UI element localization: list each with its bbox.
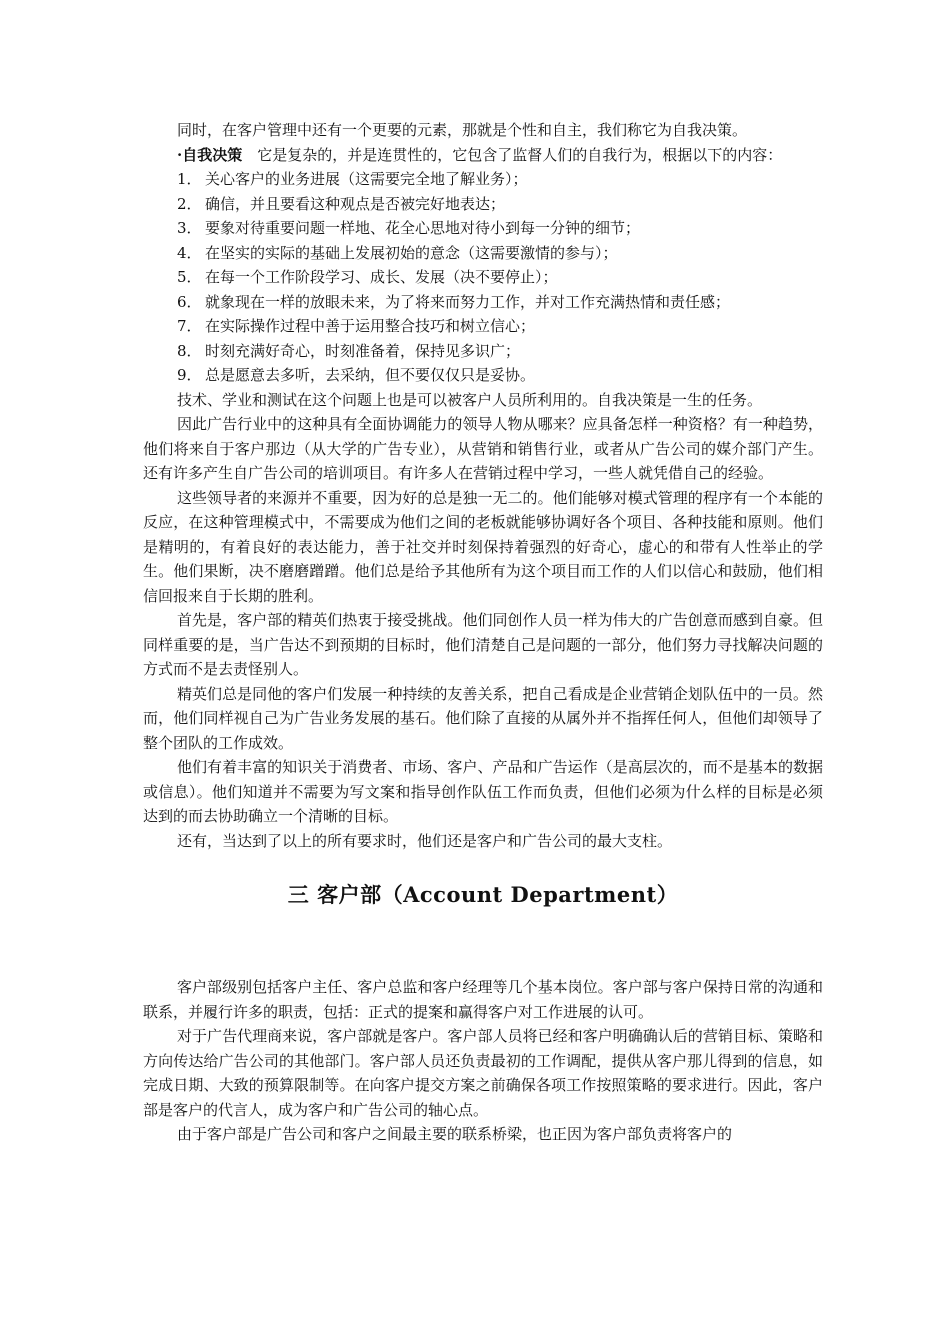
list-item xyxy=(143,290,823,315)
list-item xyxy=(143,216,823,241)
list-item xyxy=(143,192,823,217)
body-paragraph: 精英们总是同他的客户们发展一种持续的友善关系，把自己看成是企业营销企划队伍中的一员。然而，他们同样视自己为广告业务发展的基石。他们除了直接的从属外并不指挥任何人，但他们却领导了整个团队的工作成效。 xyxy=(143,684,823,752)
list-item xyxy=(143,265,823,290)
list-text: 在每一个工作阶段学习、成长、发展（决不要停止）； xyxy=(205,268,558,286)
list-number: 3． xyxy=(177,219,202,237)
numbered-list xyxy=(143,167,823,388)
body-paragraph: 因此广告行业中的这种具有全面协调能力的领导人物从哪来？应具备怎样一种资格？有一种趋势，他们将来自于客户那边（从大学的广告专业），从营销和销售行业，或者从广告公司的媒介部门产生。还有许多产生自广告公司的培训项目。有许多人在营销过程中学习，一些人就凭借自己的经验。 xyxy=(143,415,823,482)
body-paragraph: 首先是，客户部的精英们热衷于接受挑战。他们同创作人员一样为伟大的广告创意而感到自豪。但同样重要的是，当广告达不到预期的目标时，他们清楚自己是问题的一部分，他们努力寻找解决问题的方式而不是去责怪别人。 xyxy=(143,611,823,678)
section-paragraph: 由于客户部是广告公司和客户之间最主要的联系桥梁，也正因为客户部负责将客户的 xyxy=(177,1125,733,1143)
list-number: 6． xyxy=(177,292,202,311)
section-paragraph: 对于广告代理商来说，客户部就是客户。客户部人员将已经和客户明确确认后的营销目标、策略和方向传达给广告公司的其他部门。客户部人员还负责最初的工作调配，提供从客户那儿得到的信息，如完成日期、大致的预算限制等。在向客户提交方案之前确保各项工作按照策略的要求进行。因此，客户部是客户的代言人，成为客户和广告公司的轴心点。 xyxy=(143,1027,823,1119)
list-text: 在坚实的实际的基础上发展初始的意念（这需要激情的参与）； xyxy=(205,243,618,262)
list-item xyxy=(143,314,823,339)
list-item xyxy=(143,363,823,388)
section-heading: 三 客户部（Account Department） xyxy=(287,882,679,907)
body-paragraph: 还有，当达到了以上的所有要求时，他们还是客户和广告公司的最大支柱。 xyxy=(177,831,673,850)
list-number: 4． xyxy=(177,243,202,262)
document-page xyxy=(143,118,823,1147)
list-text: 总是愿意去多听，去采纳，但不要仅仅只是妥协。 xyxy=(205,366,536,384)
intro-paragraph: 同时，在客户管理中还有一个更要的元素，那就是个性和自主，我们称它为自我决策。 xyxy=(177,121,748,139)
self-decision-text: 它是复杂的，并是连贯性的，它包含了监督人们的自我行为，根据以下的内容： xyxy=(242,145,783,164)
self-decision-label: ·自我决策 xyxy=(177,145,243,164)
list-text: 要象对待重要问题一样地、花全心思地对待小到每一分钟的细节； xyxy=(205,219,641,237)
list-text: 就象现在一样的放眼未来，为了将来而努力工作，并对工作充满热情和责任感； xyxy=(205,292,731,311)
list-text: 确信，并且要看这种观点是否被完好地表达； xyxy=(205,194,506,213)
body-paragraph: 他们有着丰富的知识关于消费者、市场、客户、产品和广告运作（是高层次的，而不是基本的数据或信息）。他们知道并不需要为写文案和指导创作队伍工作而负责，但他们必须为什么样的目标是必须达到的而去协助确立一个清晰的目标。 xyxy=(143,758,823,825)
list-item xyxy=(143,241,823,266)
list-number: 1． xyxy=(177,170,202,188)
body-paragraph: 技术、学业和测试在这个问题上也是可以被客户人员所利用的。自我决策是一生的任务。 xyxy=(177,390,763,409)
list-item xyxy=(143,167,823,192)
list-number: 8． xyxy=(177,341,202,360)
self-decision-paragraph xyxy=(143,143,823,168)
list-number: 7． xyxy=(177,317,202,335)
list-text: 时刻充满好奇心，时刻准备着，保持见多识广； xyxy=(205,341,521,360)
body-paragraph: 这些领导者的来源并不重要，因为好的总是独一无二的。他们能够对模式管理的程序有一个本能的反应，在这种管理模式中，不需要成为他们之间的老板就能够协调好各个项目、各种技能和原则。他们是精明的，有着良好的表达能力，善于社交并时刻保持着强烈的好奇心，虚心的和带有人性举止的学生。他们果断，决不磨磨蹭蹭。他们总是给予其他所有为这个项目而工作的人们以信心和鼓励，他们相信回报来自于长期的胜利。 xyxy=(143,488,823,605)
section-paragraph: 客户部级别包括客户主任、客户总监和客户经理等几个基本岗位。客户部与客户保持日常的沟通和联系，并履行许多的职责，包括：正式的提案和赢得客户对工作进展的认可。 xyxy=(143,978,823,1021)
list-text: 关心客户的业务进展（这需要完全地了解业务）； xyxy=(205,170,528,188)
list-item xyxy=(143,339,823,364)
list-number: 2． xyxy=(177,194,202,213)
list-text: 在实际操作过程中善于运用整合技巧和树立信心； xyxy=(205,317,536,335)
list-number: 5． xyxy=(177,268,202,286)
list-number: 9． xyxy=(177,366,202,384)
